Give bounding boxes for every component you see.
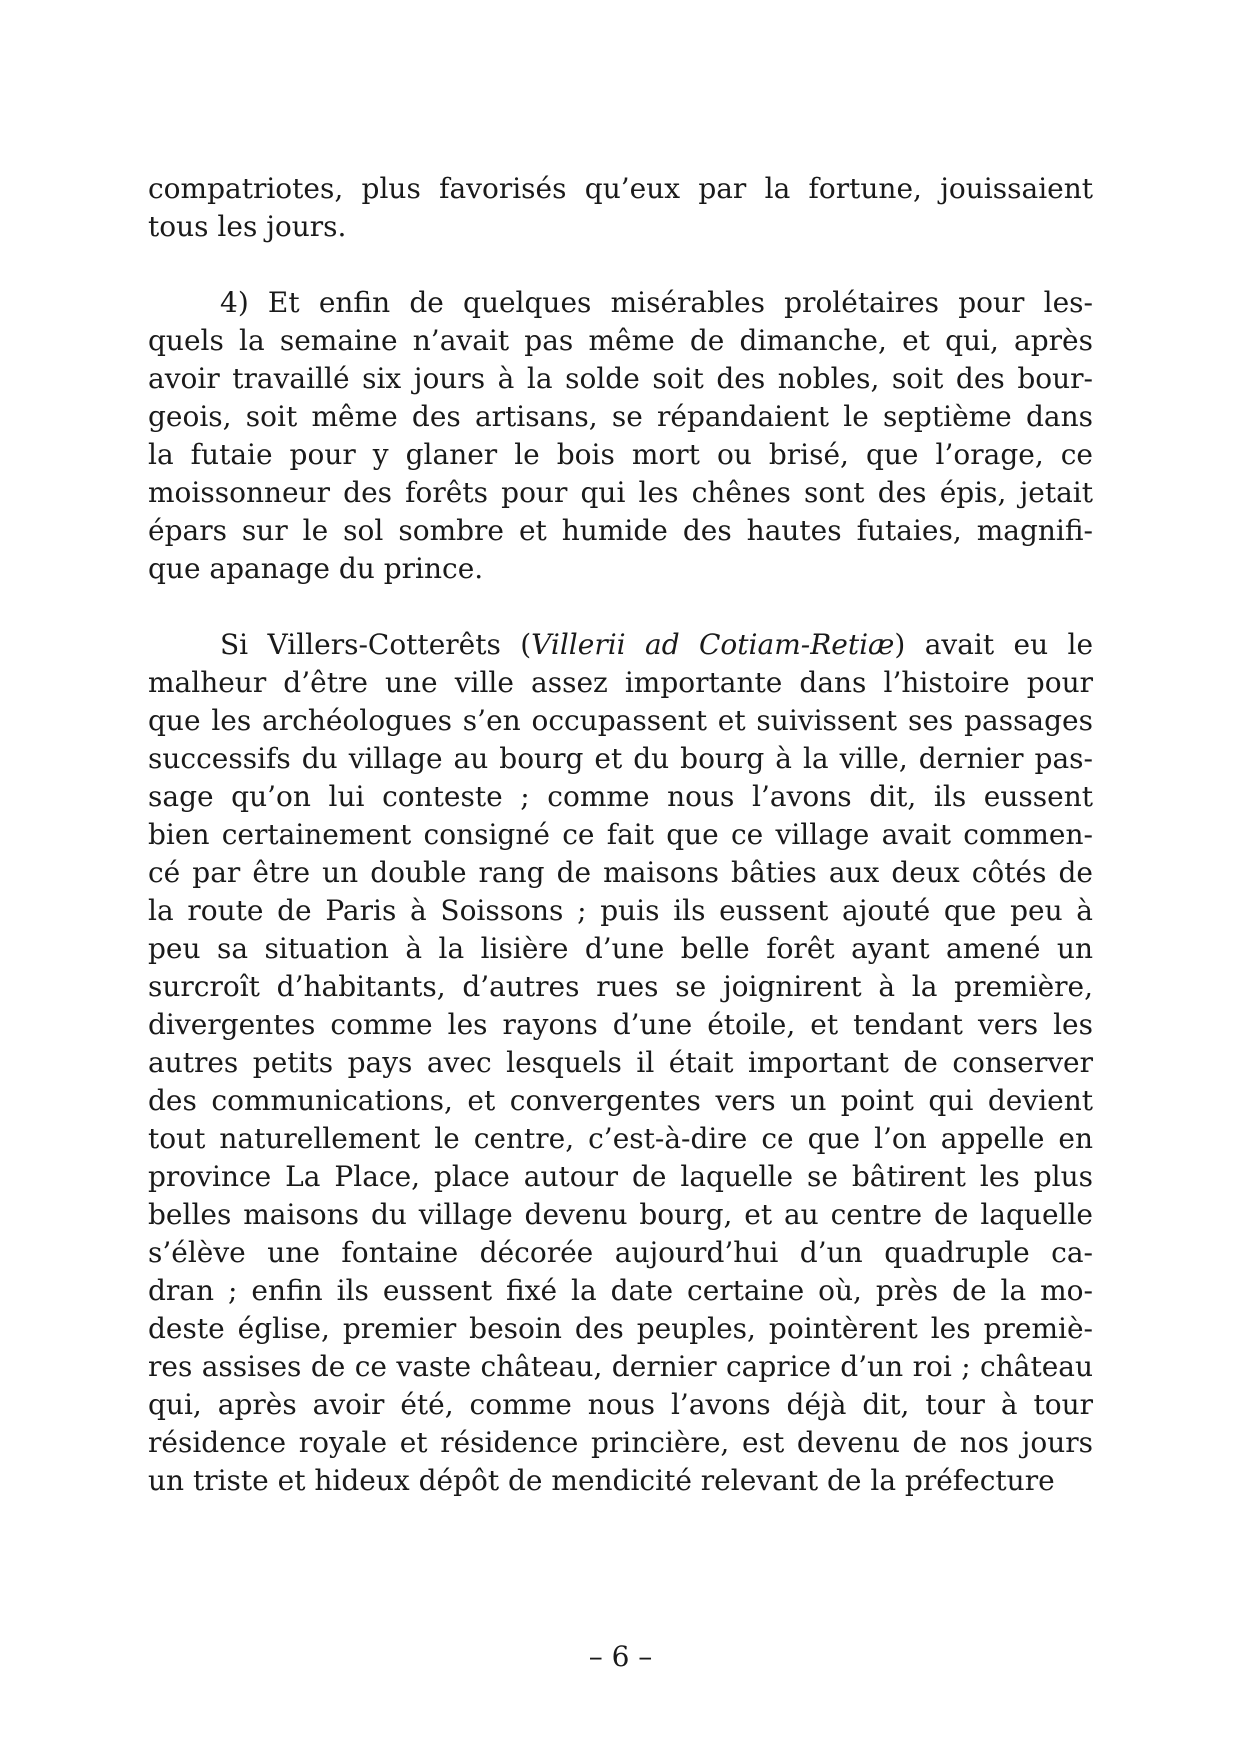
text-line: tous les jours. <box>148 210 347 243</box>
text-line: cé par être un double rang de maisons bâties aux deux côtés de <box>148 856 1093 889</box>
paragraph-3 <box>148 626 1093 1500</box>
paragraph-1 <box>148 170 1093 246</box>
text-line: un triste et hideux dépôt de mendicité relevant de la préfecture <box>148 1464 1055 1497</box>
text-line: sage qu’on lui conteste ; comme nous l’avons dit, ils eussent <box>148 780 1093 813</box>
text-line: successifs du village au bourg et du bourg à la ville, dernier pas- <box>148 742 1093 775</box>
text-line: deste église, premier besoin des peuples, pointèrent les premiè- <box>148 1312 1093 1345</box>
text-line: 4) Et enfin de quelques misérables prolétaires pour les- <box>220 286 1093 319</box>
text-line: avoir travaillé six jours à la solde soit des nobles, soit des bour- <box>148 362 1093 395</box>
text-line: épars sur le sol sombre et humide des hautes futaies, magnifi- <box>148 514 1093 547</box>
text-line: moissonneur des forêts pour qui les chênes sont des épis, jetait <box>148 476 1093 509</box>
text-line: surcroît d’habitants, d’autres rues se joignirent à la première, <box>148 970 1093 1003</box>
paragraph-gap <box>148 588 1093 626</box>
text-line: peu sa situation à la lisière d’une belle forêt ayant amené un <box>148 932 1093 965</box>
text-line: bien certainement consigné ce fait que ce village avait commen- <box>148 818 1093 851</box>
text-line: tout naturellement le centre, c’est-à-dire ce que l’on appelle en <box>148 1122 1093 1155</box>
paragraph-2 <box>148 284 1093 588</box>
text-line-with-italic <box>148 626 1093 664</box>
text-line: res assises de ce vaste château, dernier caprice d’un roi ; château <box>148 1350 1093 1383</box>
text-line: province La Place, place autour de laquelle se bâtirent les plus <box>148 1160 1093 1193</box>
text-line: la route de Paris à Soissons ; puis ils eussent ajouté que peu à <box>148 894 1093 927</box>
text-line: malheur d’être une ville assez importante dans l’histoire pour <box>148 666 1093 699</box>
page-number: – 6 – <box>588 1640 653 1673</box>
latin-name-italic: Villerii ad Cotiam-Retiæ <box>531 628 895 661</box>
text-line: la futaie pour y glaner le bois mort ou brisé, que l’orage, ce <box>148 438 1093 471</box>
text-line: autres petits pays avec lesquels il était important de conserver <box>148 1046 1093 1079</box>
text-line: que apanage du prince. <box>148 552 484 585</box>
text-line: belles maisons du village devenu bourg, et au centre de laquelle <box>148 1198 1093 1231</box>
text-line: qui, après avoir été, comme nous l’avons déjà dit, tour à tour <box>148 1388 1093 1421</box>
text-line: geois, soit même des artisans, se répandaient le septième dans <box>148 400 1093 433</box>
text-line: que les archéologues s’en occupassent et suivissent ses passages <box>148 704 1093 737</box>
text-fragment: ) avait eu le <box>894 628 1094 661</box>
text-line: quels la semaine n’avait pas même de dimanche, et qui, après <box>148 324 1093 357</box>
text-line: résidence royale et résidence princière, est devenu de nos jours <box>148 1426 1093 1459</box>
text-line: s’élève une fontaine décorée aujourd’hui d’un quadruple ca- <box>148 1236 1093 1269</box>
text-line: divergentes comme les rayons d’une étoile, et tendant vers les <box>148 1008 1093 1041</box>
text-line: des communications, et convergentes vers un point qui devient <box>148 1084 1093 1117</box>
text-line: dran ; enfin ils eussent fixé la date certaine où, près de la mo- <box>148 1274 1093 1307</box>
page-body <box>148 170 1093 1500</box>
text-line: compatriotes, plus favorisés qu’eux par la fortune, jouissaient <box>148 172 1093 205</box>
text-fragment: Si Villers-Cotterêts ( <box>220 628 532 661</box>
paragraph-gap <box>148 246 1093 284</box>
